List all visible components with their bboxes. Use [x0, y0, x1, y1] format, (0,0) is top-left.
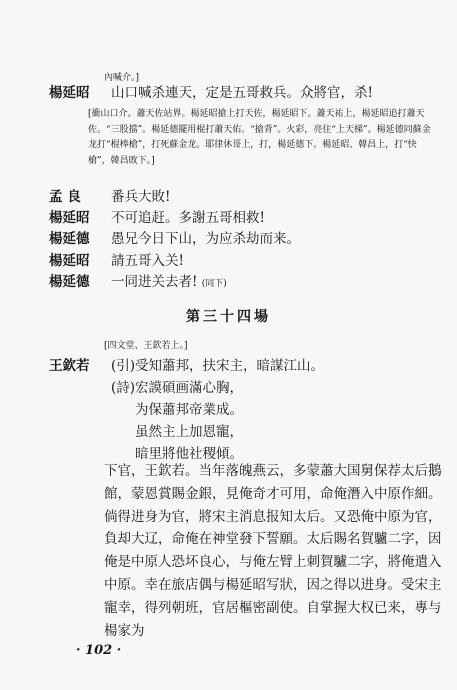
dialogue-line: [49, 189, 170, 206]
dialogue-line: [49, 231, 300, 248]
dialogue-line: [49, 253, 184, 270]
speech-text: 不可追赶。多謝五哥相救!: [111, 210, 265, 226]
poem-intro: (詩)宏謨碩画滿心胸，: [111, 380, 244, 396]
speaker-name: 楊延德: [49, 231, 90, 247]
poem-line: 为保蕭邦帝業成。: [135, 402, 243, 418]
speech-text: 愚兄今日下山，为应杀劫而来。: [111, 231, 300, 247]
stage-direction: 內喊介。]: [104, 73, 140, 83]
action-direction: [衝山口介。蕭天佐站界。楊延昭搶上打天佐，楊延昭下。蕭天祐上，楊延昭追打蕭天佐。“三股擋”。楊延德擺用棍打蕭天佑。“搶背”。火彩，亮住“上天梯”。楊延德同蘇金龙打“棍棒槍”，打死蘇金龙。耶律休哥上，打，楊延德下。楊延昭、韓昌上，打“快槍”，韓昌敗下。]: [88, 109, 431, 166]
dialogue-line: [49, 210, 265, 227]
dialogue-line: [49, 274, 227, 293]
poem-line: 虽然主上加恩寵，: [135, 424, 243, 440]
speech-text: 一同进关去者!: [111, 274, 198, 290]
scene-title: 第三十四場: [186, 309, 271, 325]
speaker-name: 楊延昭: [49, 210, 90, 226]
speaker-name: 楊延德: [49, 274, 90, 290]
narration-paragraph: 下官，王欽若。当年落魄燕云，多蒙蕭大国舅保荐太后鵝館，蒙恩賞賜金銀，見俺奇才可用，命俺潛入中原作細。倘得进身为官，將宋主消息报知太后。又恐俺中原为官，負却大辽，命俺在神堂發下誓願。太后賜名賀驢二字，因俺是中原人恐坏良心，与俺左臂上刺賀驢二字，將俺遣入中原。幸在旅店偶与楊延昭写狀，因之得以进身。受宋主寵幸，得列朝班，官居樞密副使。自掌握大权已来，專与楊家为: [104, 463, 442, 639]
speech-text: 山口喊杀連天，定是五哥救兵。众將官，杀!: [111, 85, 373, 101]
speaker-name: 孟 良: [49, 189, 81, 205]
exit-direction: (同下): [201, 279, 227, 289]
page-number: · 102 ·: [76, 643, 122, 658]
speech-text: 番兵大敗!: [111, 189, 171, 205]
speaker-name: 楊延昭: [49, 253, 90, 269]
speaker-name: 楊延昭: [49, 85, 90, 101]
poem-line: 暗里將他社稷傾。: [135, 446, 243, 462]
dialogue-line: [49, 358, 324, 375]
speech-text: (引)受知蕭邦，扶宋主，暗謀江山。: [111, 358, 325, 374]
scene-direction: [四文堂、王欽若上。]: [104, 341, 188, 351]
dialogue-line: [49, 85, 373, 102]
speech-text: 請五哥入关!: [111, 253, 184, 269]
speaker-name: 王欽若: [49, 358, 90, 374]
